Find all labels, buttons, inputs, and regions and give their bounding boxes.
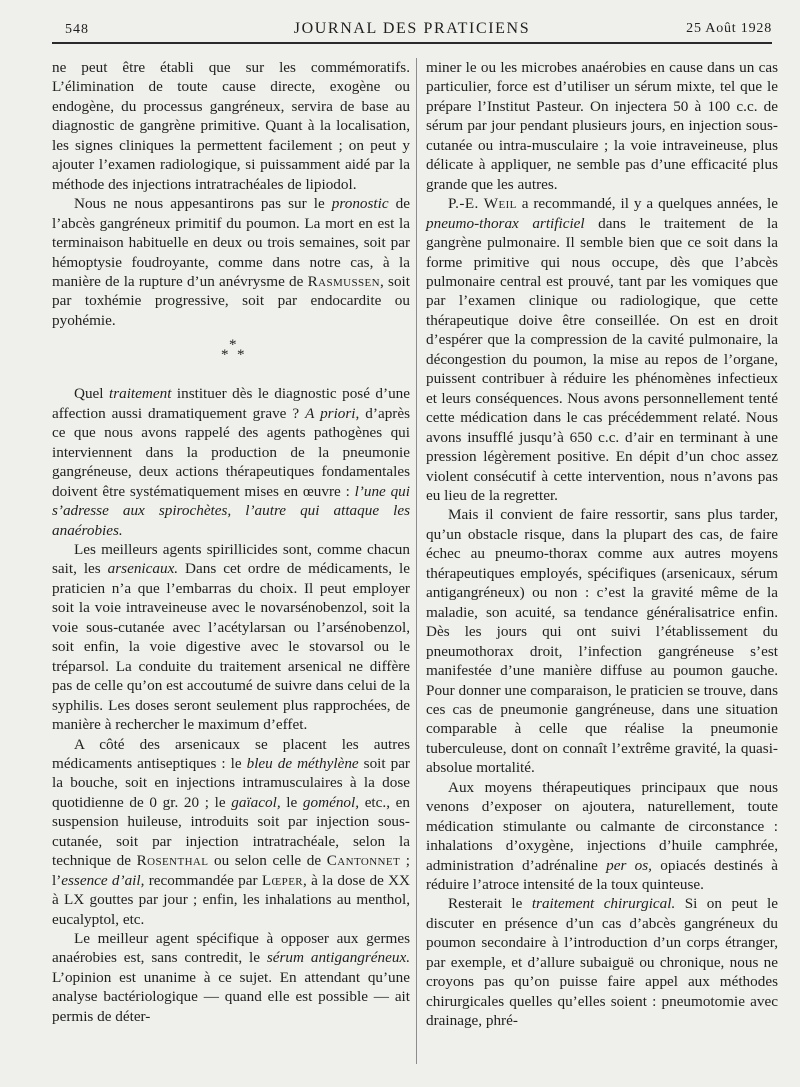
page-number: 548 <box>65 22 89 37</box>
journal-title: JOURNAL DES PRATICIENS <box>293 20 531 37</box>
right-column <box>426 58 778 1031</box>
header-rule <box>52 42 772 44</box>
paragraph-pronostic: Nous ne nous appesantirons pas sur le pronostic de l’abcès gangréneux primitif du poumon. La mort en est la terminaison habituelle en deux ou trois semaines, soit par hémoptysie foudroyante, comme dans notre cas, à la manière de la rupture d’un anévrysme de Rasmussen, soit par toxhémie progressive, soit par endocardite ou pyohémie. <box>52 195 410 329</box>
asterism-star: * <box>237 347 245 364</box>
paragraph-chirurgical: Resterait le traitement chirurgical. Si on peut le discuter en présence d’un cas d’abcès gangréneux du poumon secondaire à l’introduction d’un corps étranger, par exemple, et d’allure subaiguë ou chronique, nous ne croyons pas qu’on puisse faire appel aux méthodes chirurgicales quelles qu’elles soient : pneumotomie avec drainage, phré- <box>426 895 778 1030</box>
paragraph-obstacle: Mais il convient de faire ressortir, sans plus tarder, qu’un obstacle risque, dans la plupart des cas, de faire échec au pneumo-thorax comme aux autres moyens thérapeutiques employés, spécifiques (arsenicaux, sérum antigangréneux) ou non : c’est la gravité même de la maladie, son acuité, sa tendance généralisatrice enfin. Dès les jours qui ont suivi l’établissement du pneumothorax droit, l’infection gangréneuse s’est manifestée d’une manière diffuse au poumon gauche. Pour donner une comparaison, le praticien se trouve, dans ces cas de pneumonie gangréneuse, dans une situation comparable à celle que réalise la pneumonie tuberculeuse, dont on connaît l’extrême gravité, la quasi-absolue mortalité. <box>426 506 778 777</box>
paragraph-serum: Le meilleur agent spécifique à opposer aux germes anaérobies est, sans contredit, le sérum antigangréneux. L’opinion est unanime à ce sujet. En attendant qu’une analyse bactériologique — quand elle est possible — ait permis de déter- <box>52 930 410 1025</box>
paragraph-pneumothorax: P.-E. Weil a recommandé, il y a quelques années, le pneumo-thorax artificiel dans le traitement de la gangrène pulmonaire. Il semble bien que ce soit dans la forme primitive qui nous occupe, dès que l’abcès pulmonaire central est prouvé, tant par les vomiques que par l’examen clinique ou radiologique, que cette thérapeutique doive être conseillée. On est en droit d’espérer que la compression de la cavité pulmonaire, la décongestion du poumon, la mise au repos de l’organe, puissent contribuer à réduire les phénomènes infectieux et leurs conséquences. Nous avons personnellement tenté cette médication dans le cas précédemment relaté. Nous avons insufflé jusqu’à 650 c.c. d’air en terminant à une pression légèrement positive. En dépit d’un choc assez violent consécutif à cette intervention, nous n’avons pas eu lieu de la regretter. <box>426 195 778 504</box>
issue-date: 25 Août 1928 <box>686 21 772 36</box>
column-divider <box>416 58 417 1064</box>
section-asterism <box>52 330 410 384</box>
paragraph-moyens: Aux moyens thérapeutiques principaux que nous venons d’exposer on ajoutera, naturellement, toute médication stimulante ou calmante de circonstance : inhalations d’oxygène, injections d’huile camphrée, administration d’adrénaline per os, opiacés destinés à réduire l’atroce intensité de la toux quinteuse. <box>426 778 778 894</box>
left-column <box>52 58 410 1026</box>
asterism-star: * <box>221 347 229 364</box>
paragraph-antiseptiques: A côté des arsenicaux se placent les autres médicaments antiseptiques : le bleu de méthylène soit par la bouche, soit en injections intramusculaires à la dose quotidienne de 0 gr. 20 ; le gaïacol, le goménol, etc., en suspension huileuse, introduits soit par injection sous-cutanée, soit par injection intratrachéale, selon la technique de Rosenthal ou selon celle de Cantonnet ; l’essence d’ail, recommandée par Lœper, à la dose de XX à LX gouttes par jour ; enfin, les inhalations au menthol, eucalyptol, etc. <box>52 735 411 928</box>
paragraph-arsenicaux: Les meilleurs agents spirillicides sont, comme chacun sait, les arsenicaux. Dans cet ordre de médicaments, le praticien n’a que l’embarras du choix. Il peut employer soit la voie intraveineuse avec le novarsénobenzol, soit la voie sous-cutanée avec l’acétylarsan ou l’arsénobenzol, soit enfin, la voie digestive avec le stovarsol ou le tréparsol. La conduite du traitement arsenical ne diffère pas de celle qu’on est accoutumé de suivre dans celui de la syphilis. Les doses seront seulement plus rapprochées, de manière à rechercher le maximum d’effet. <box>52 540 410 734</box>
paragraph-diagnostic: ne peut être établi que sur les commémoratifs. L’élimination de toute cause directe, exogène ou endogène, du processus gangréneux, servira de base au diagnostic de gangrène primitive. Quant à la localisation, les signes cliniques la permettent facilement ; on peut y ajouter l’examen radiologique, si puissamment aidé par la méthode des injections intratrachéales de lipiodol. <box>52 59 410 193</box>
paragraph-serum-continued: miner le ou les microbes anaérobies en cause dans un cas particulier, force est d’utiliser un sérum mixte, tel que le prépare l’Institut Pasteur. On injectera 50 à 100 c.c. de sérum par jour pendant plusieurs jours, en injection sous-cutanée ou intra-musculaire ; la voie intraveineuse, plus délicate à appliquer, ne semble pas d’une efficacité plus grande que les autres. <box>426 59 778 193</box>
running-head <box>52 18 772 42</box>
asterism-star: * <box>229 337 237 354</box>
paragraph-traitement: Quel traitement instituer dès le diagnostic posé d’une affection aussi dramatiquement grave ? A priori, d’après ce que nous avons rappelé des agents pathogènes qui interviennent dans la production de la pneumonie gangréneuse, deux actions thérapeutiques fondamentales doivent être systématiquement mises en œuvre : l’une qui s’adresse aux spirochètes, l’autre qui attaque les anaérobies. <box>52 385 410 539</box>
